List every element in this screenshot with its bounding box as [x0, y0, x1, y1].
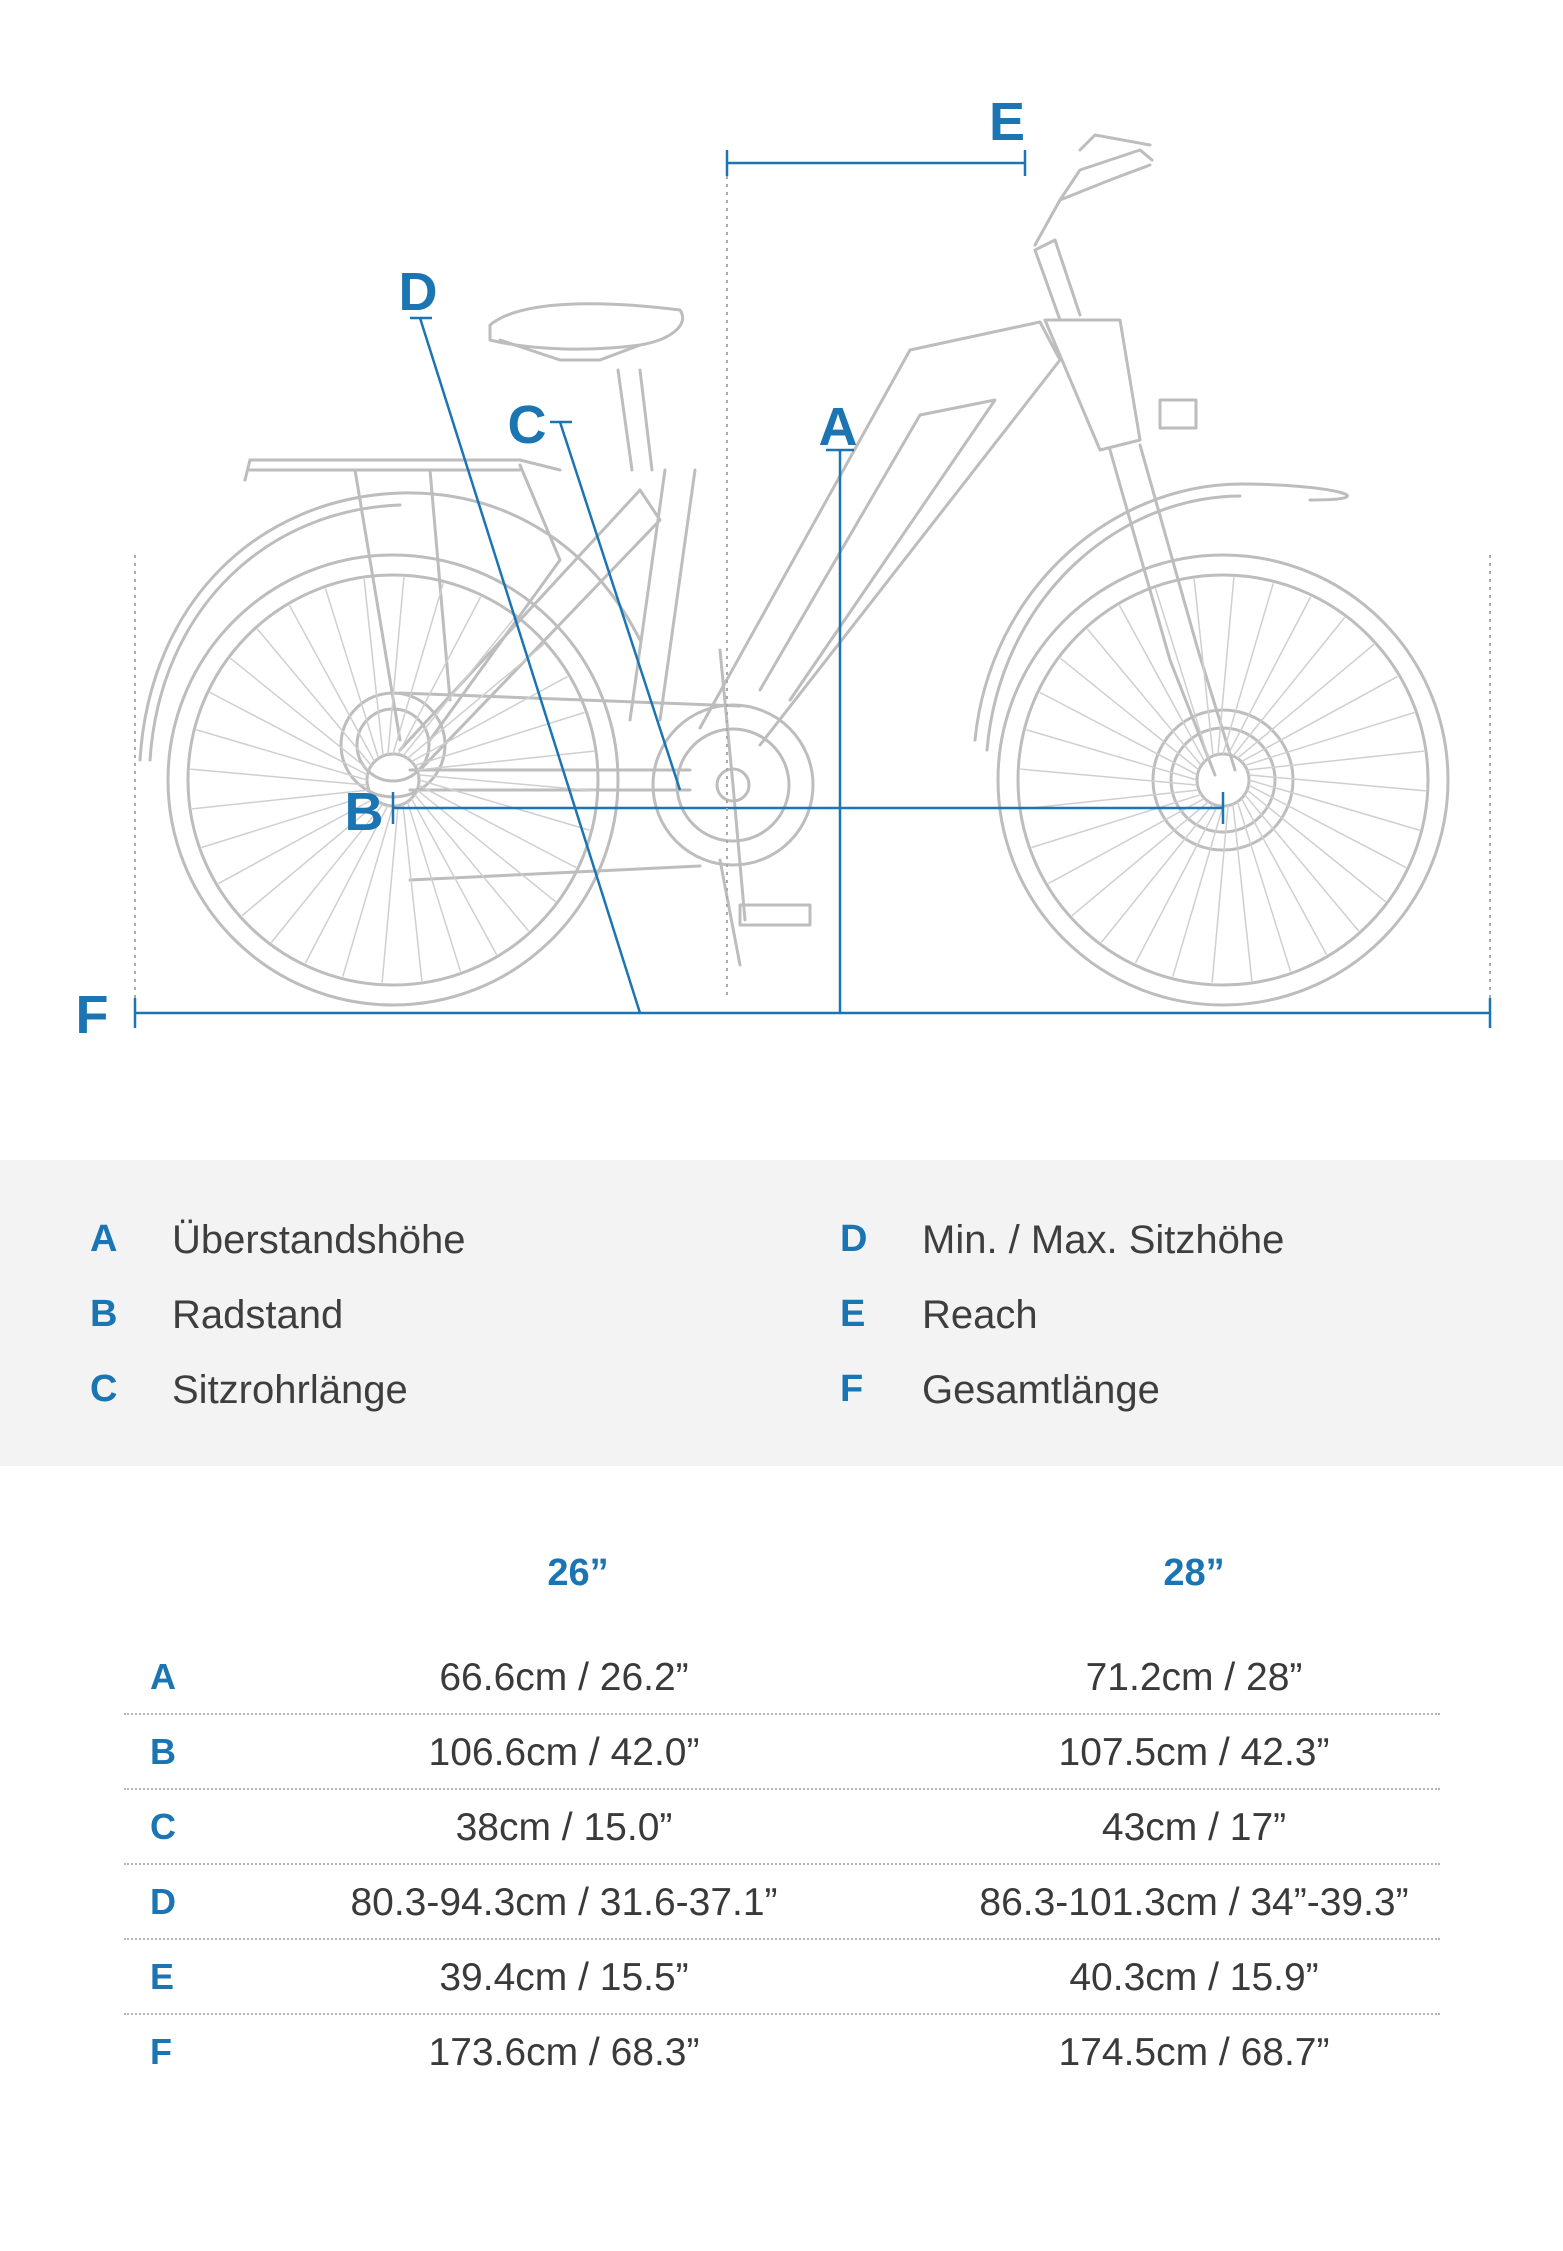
- value-26: 80.3-94.3cm / 31.6-37.1”: [350, 1881, 778, 1924]
- spoke: [325, 589, 378, 759]
- legend-key: E: [840, 1293, 866, 1335]
- legend-key: A: [90, 1218, 118, 1260]
- legend-label: Min. / Max. Sitzhöhe: [922, 1218, 1285, 1262]
- table-header: [124, 1540, 1440, 1640]
- spoke: [415, 794, 529, 931]
- legend-label: Gesamtlänge: [922, 1368, 1160, 1412]
- spoke: [1155, 589, 1208, 759]
- spoke: [1022, 790, 1199, 809]
- table-row: [124, 1790, 1440, 1865]
- size-table: [124, 1540, 1440, 2088]
- spoke: [1032, 794, 1202, 847]
- label-c: C: [507, 395, 547, 455]
- spoke: [257, 629, 371, 766]
- dimension-legend: [0, 1160, 1563, 1466]
- table-row: [124, 1865, 1440, 1940]
- spoke: [1245, 794, 1359, 931]
- table-row: [124, 1940, 1440, 2015]
- spoke: [364, 579, 383, 756]
- row-key: B: [150, 1731, 176, 1772]
- value-26: 66.6cm / 26.2”: [439, 1656, 689, 1699]
- value-26: 173.6cm / 68.3”: [428, 2031, 700, 2074]
- value-26: 38cm / 15.0”: [455, 1806, 673, 1849]
- spoke: [1233, 804, 1252, 981]
- table-row: [124, 1640, 1440, 1715]
- legend-label: Überstandshöhe: [172, 1218, 466, 1262]
- legend-key: B: [90, 1293, 118, 1335]
- label-f: F: [75, 985, 109, 1045]
- spoke: [1237, 644, 1374, 758]
- legend-label: Sitzrohrlänge: [172, 1368, 408, 1412]
- wheel-spokes: [190, 577, 1425, 982]
- dimension-lines: [135, 150, 1490, 1028]
- spoke: [407, 802, 460, 972]
- legend-key: D: [840, 1218, 868, 1260]
- legend-key: F: [840, 1368, 864, 1410]
- label-d: D: [398, 262, 438, 322]
- value-28: 174.5cm / 68.7”: [1058, 2031, 1330, 2074]
- label-a: A: [818, 397, 858, 457]
- legend-key: C: [90, 1368, 118, 1410]
- value-28: 71.2cm / 28”: [1085, 1656, 1303, 1699]
- row-key: A: [150, 1656, 176, 1697]
- value-28: 43cm / 17”: [1101, 1806, 1287, 1849]
- legend-label: Reach: [922, 1293, 1038, 1337]
- spoke: [403, 804, 422, 981]
- value-28: 86.3-101.3cm / 34”-39.3”: [979, 1881, 1409, 1924]
- label-b: B: [344, 782, 384, 842]
- label-e: E: [988, 92, 1026, 152]
- value-26: 106.6cm / 42.0”: [428, 1731, 700, 1774]
- spoke: [1247, 751, 1424, 770]
- spoke: [1245, 712, 1415, 765]
- value-26: 39.4cm / 15.5”: [439, 1956, 689, 1999]
- bike-geometry-diagram: [0, 0, 1563, 1120]
- spoke: [407, 644, 544, 758]
- column-header-28: 28”: [1163, 1552, 1225, 1594]
- value-28: 40.3cm / 15.9”: [1069, 1956, 1319, 1999]
- guide-lines: [135, 176, 1490, 1000]
- legend-label: Radstand: [172, 1293, 344, 1337]
- row-key: F: [150, 2031, 172, 2072]
- spoke: [388, 577, 404, 754]
- row-key: C: [150, 1806, 176, 1847]
- spoke: [190, 769, 367, 785]
- row-key: D: [150, 1881, 176, 1922]
- spoke: [1072, 802, 1209, 916]
- spoke: [1237, 802, 1290, 972]
- spoke: [382, 806, 398, 983]
- bicycle-illustration: [140, 135, 1448, 1005]
- table-row: [124, 1715, 1440, 1790]
- spoke: [192, 790, 369, 809]
- value-28: 107.5cm / 42.3”: [1058, 1731, 1330, 1774]
- column-header-26: 26”: [547, 1552, 609, 1594]
- row-key: E: [150, 1956, 175, 1997]
- table-row: [124, 2015, 1440, 2088]
